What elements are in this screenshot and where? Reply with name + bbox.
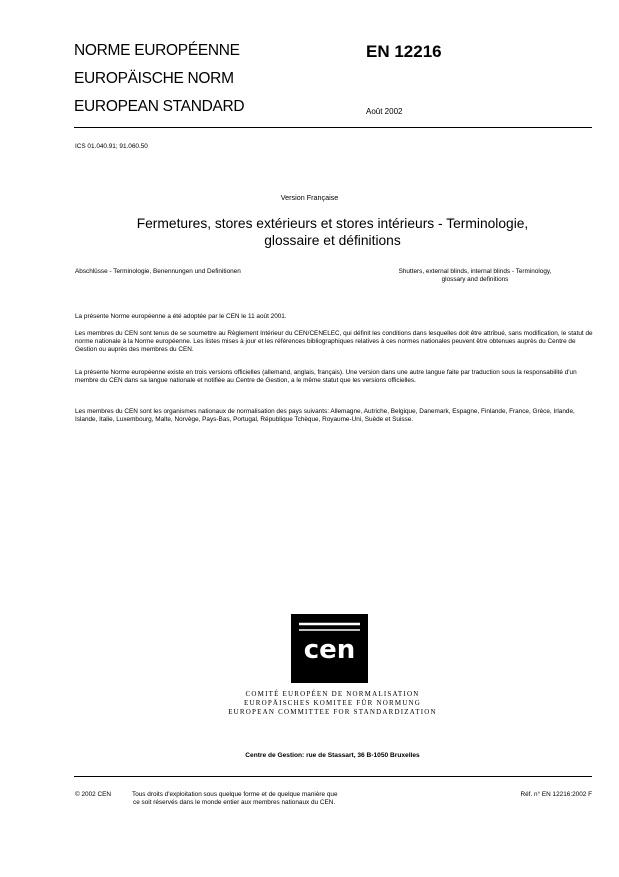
ics-code: ICS 01.040.91; 91.060.50: [75, 143, 148, 150]
rights-notice-line-1: Tous droits d'exploitation sous quelque forme et de quelque manière que: [132, 791, 338, 798]
paragraph-members-obligations-text: Les membres du CEN sont tenus de se soumettre au Règlement Intérieur du CEN/CENELEC, qui définit les conditions dans lesquelles doit être attribué, sans modification, le statut de norme nationale à la Norme européenne. Les listes mises à jour et les références bibliographiques relatives à ces normes nationales peuvent être obtenues auprès du Centre de Gestion ou auprès des membres du CEN.: [75, 330, 593, 354]
cen-logo-graphic: [291, 614, 368, 683]
committee-names: [0, 690, 619, 717]
title-german: EUROPÄISCHE NORM: [74, 70, 234, 87]
version-label: Version Française: [280, 193, 339, 202]
rights-notice: [132, 791, 338, 807]
english-title: [360, 268, 590, 284]
paragraph-member-countries-text: Les membres du CEN sont les organismes nationaux de normalisation des pays suivants: Allemagne, Autriche, Belgique, Danemark, Espagne, Finlande, France, Grèce, Irlande, Islande, Italie, Luxembourg, Malte, Norvège, Pays-Bas, Portugal, République Tchèque, Royaume-Uni, Suède et Suisse.: [75, 408, 575, 424]
management-centre-address: Centre de Gestion: rue de Stassart, 36 B-1050 Bruxelles: [245, 752, 420, 759]
committee-french: COMITÉ EUROPÉEN DE NORMALISATION: [245, 690, 420, 698]
paragraph-adoption-text: La présente Norme européenne a été adoptée par le CEN le 11 août 2001.: [75, 313, 287, 320]
main-title-line-2: glossaire et définitions: [264, 233, 401, 248]
copyright: © 2002 CEN: [75, 791, 111, 798]
english-title-line-1: Shutters, external blinds, internal blinds - Terminology,: [398, 268, 552, 275]
paragraph-official-versions: [75, 369, 593, 385]
paragraph-official-versions-text: La présente Norme européenne existe en trois versions officielles (allemand, anglais, français). Une version dans une autre langue faite par traduction sous la responsabilité d'un membre du CEN dans sa langue nationale et notifiée au Centre de Gestion, a le même statut que les versions officielles.: [75, 369, 577, 385]
header-rule: [74, 127, 592, 128]
main-title: [0, 215, 619, 249]
paragraph-member-countries: [75, 408, 593, 424]
main-title-line-1: Fermetures, stores extérieurs et stores intérieurs - Terminologie,: [136, 216, 529, 231]
committee-german: EUROPÄISCHES KOMITEE FÜR NORMUNG: [243, 699, 422, 707]
paragraph-members-obligations: [75, 330, 593, 355]
german-title: Abschlüsse - Terminologie, Benennungen und Definitionen: [75, 268, 241, 275]
cen-logo-text: cen: [303, 635, 356, 665]
publication-date: Août 2002: [366, 107, 403, 116]
footer-rule: [74, 776, 592, 777]
title-english: EUROPEAN STANDARD: [74, 98, 245, 115]
title-french: NORME EUROPÉENNE: [74, 42, 240, 59]
reference-number: Réf. n° EN 12216:2002 F: [520, 791, 592, 798]
rights-notice-line-2: ce soit réservés dans le monde entier aux membres nationaux du CEN.: [133, 799, 336, 807]
paragraph-adoption: [75, 313, 593, 321]
cen-logo: [291, 614, 368, 683]
standard-number: EN 12216: [366, 42, 442, 61]
english-title-line-2: glossary and definitions: [441, 276, 509, 284]
committee-english: EUROPEAN COMMITTEE FOR STANDARDIZATION: [228, 708, 437, 716]
